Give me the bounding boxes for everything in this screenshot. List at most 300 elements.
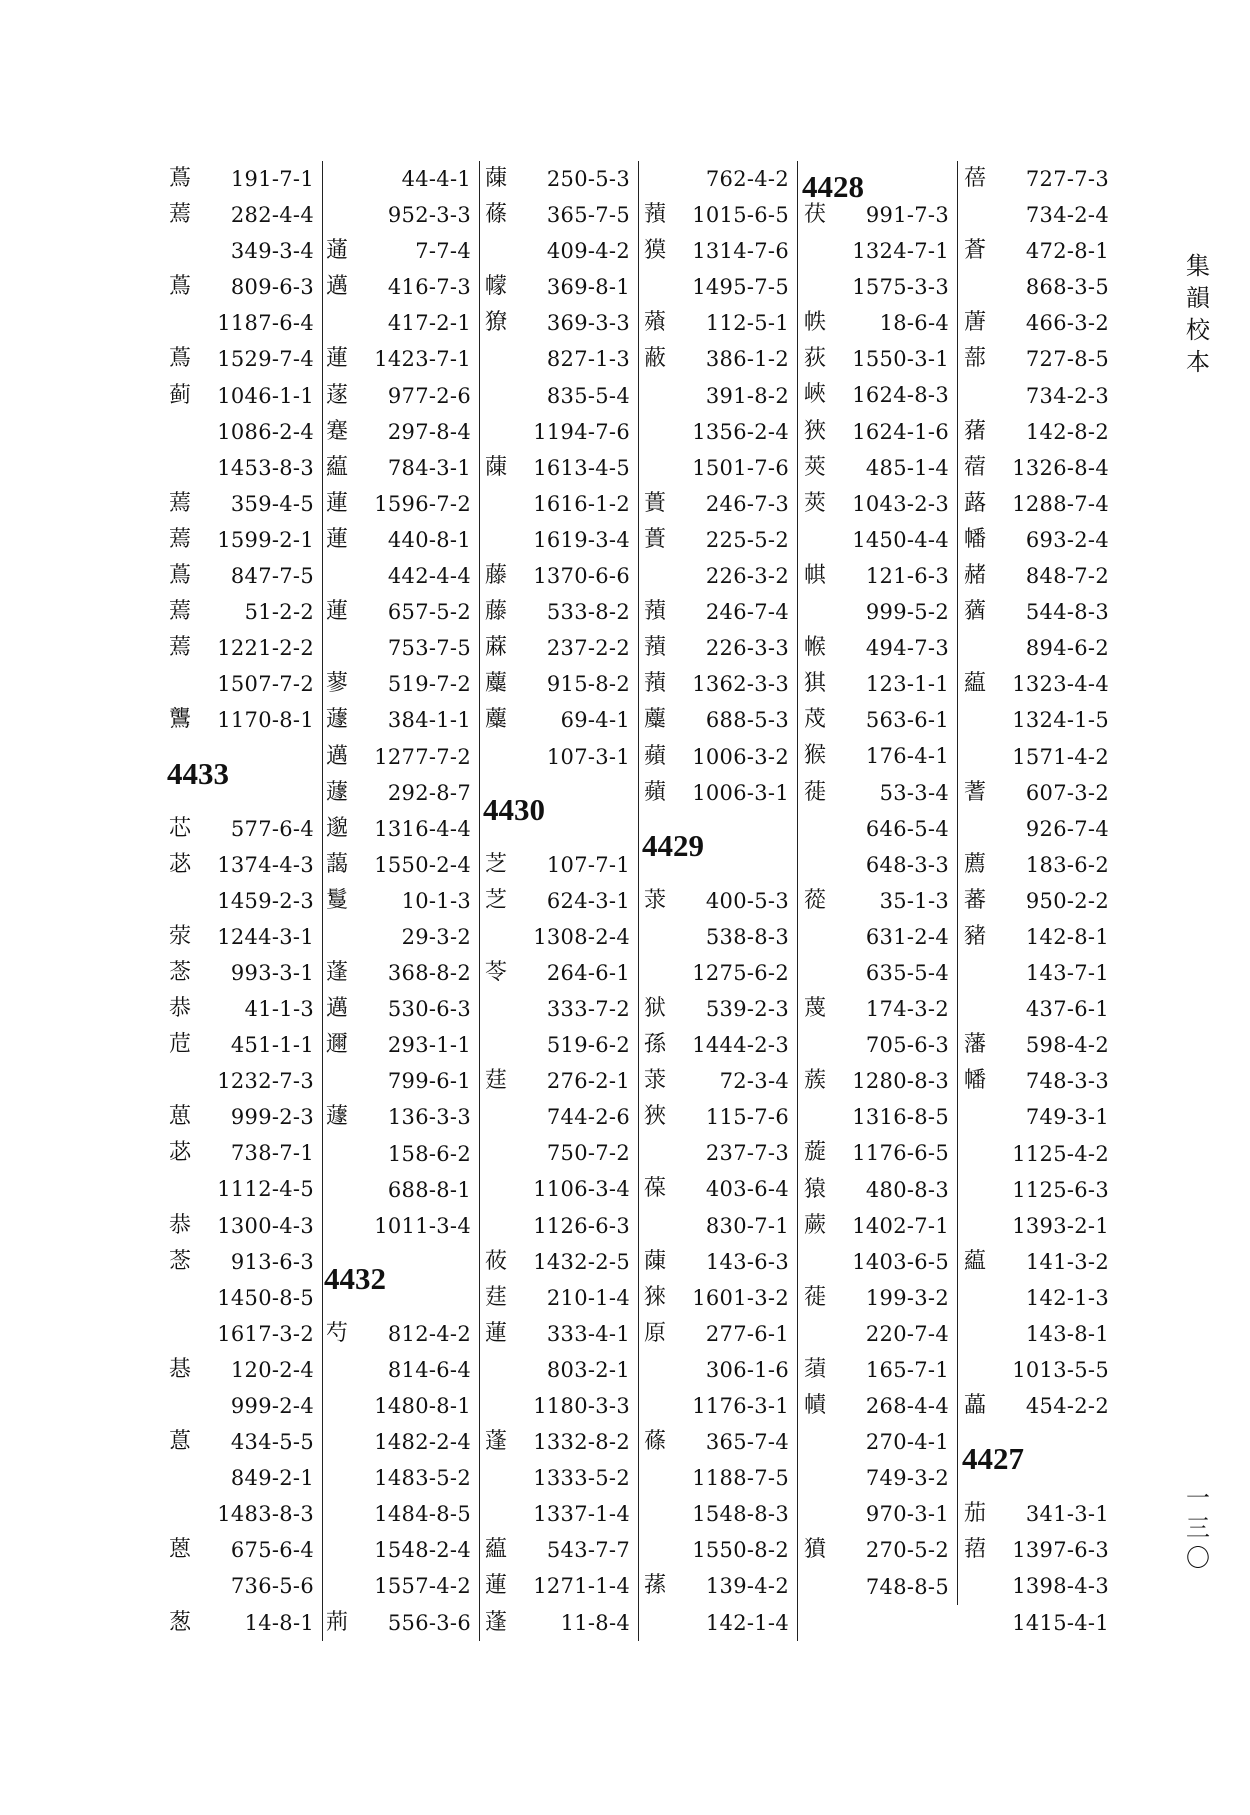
- index-entry: [800, 1027, 957, 1063]
- index-entry: [960, 1316, 1117, 1352]
- index-entry: [800, 702, 957, 738]
- entry-reference: 827-1-3: [546, 347, 630, 372]
- entry-reference: 1507-7-2: [217, 672, 314, 697]
- entry-character: 荻: [804, 346, 827, 372]
- entry-reference: 784-3-1: [387, 455, 471, 480]
- index-entry: [800, 558, 957, 594]
- entry-reference: 143-6-3: [705, 1249, 789, 1274]
- index-entry: [960, 233, 1117, 269]
- section-number: 4427: [962, 1441, 1024, 1477]
- index-entry: [481, 1388, 638, 1424]
- entry-reference: 738-7-1: [230, 1141, 314, 1166]
- index-entry: [481, 1099, 638, 1135]
- entry-character: 荗: [804, 707, 827, 733]
- index-entry: [165, 1316, 322, 1352]
- entry-reference: 1180-3-3: [533, 1394, 630, 1418]
- index-entry: [960, 1388, 1117, 1424]
- entry-reference: 753-7-5: [387, 636, 471, 661]
- entry-character: 狹: [804, 418, 827, 444]
- entry-reference: 391-8-2: [705, 383, 789, 408]
- entry-character: 蓮: [326, 490, 349, 516]
- entry-character: 蕕: [964, 599, 987, 625]
- entry-character: 蘋: [644, 743, 667, 769]
- entry-character: 豬: [964, 923, 987, 949]
- index-entry: [960, 811, 1117, 847]
- entry-character: 蓟: [169, 382, 192, 408]
- index-entry: [960, 955, 1117, 991]
- entry-reference: 1356-2-4: [692, 419, 789, 444]
- entry-character: 蓧: [644, 1429, 667, 1455]
- entry-reference: 53-3-4: [879, 780, 949, 805]
- entry-reference: 1006-3-1: [692, 780, 789, 805]
- entry-reference: 830-7-1: [705, 1213, 789, 1238]
- index-entry: [640, 233, 797, 269]
- entry-reference: 848-7-2: [1025, 564, 1109, 589]
- entry-reference: 749-3-2: [865, 1466, 949, 1491]
- entry-character: 幡: [964, 526, 987, 552]
- index-entry: [165, 1568, 322, 1604]
- entry-character: 蕷: [644, 671, 667, 697]
- entry-character: 蒽: [169, 1537, 192, 1563]
- index-entry: [165, 919, 322, 955]
- entry-character: 葱: [169, 1609, 192, 1635]
- entry-reference: 250-5-3: [546, 167, 630, 191]
- index-entry: [960, 414, 1117, 450]
- entry-character: 茄: [964, 1501, 987, 1527]
- index-entry: [960, 486, 1117, 522]
- entry-reference: 519-7-2: [387, 672, 471, 697]
- index-entry: [640, 1280, 797, 1316]
- entry-reference: 1374-4-3: [217, 852, 314, 877]
- entry-character: 孫: [644, 1032, 667, 1058]
- index-entry: [481, 161, 638, 197]
- index-entry: [960, 666, 1117, 702]
- section-number: 4433: [167, 755, 229, 791]
- entry-reference: 494-7-3: [865, 636, 949, 661]
- entry-reference: 136-3-3: [387, 1105, 471, 1130]
- entry-reference: 1450-8-5: [217, 1285, 314, 1310]
- index-entry: [165, 847, 322, 883]
- entry-reference: 72-3-4: [719, 1069, 789, 1094]
- entry-character: 荥: [169, 923, 192, 949]
- index-entry: [481, 486, 638, 522]
- entry-reference: 1484-8-5: [374, 1502, 471, 1527]
- index-entry: [481, 450, 638, 486]
- entry-reference: 142-1-4: [705, 1610, 789, 1635]
- section-number: 4430: [483, 791, 545, 827]
- entry-reference: 7-7-4: [415, 239, 471, 264]
- index-entry: [481, 1244, 638, 1280]
- index-entry: [165, 414, 322, 450]
- entry-reference: 868-3-5: [1025, 275, 1109, 300]
- section-heading: [960, 1424, 1117, 1496]
- entry-reference: 434-5-5: [230, 1430, 314, 1455]
- entry-character: 藤: [485, 563, 508, 589]
- entry-character: 蓮: [326, 599, 349, 625]
- index-entry: [481, 269, 638, 305]
- index-entry: [165, 702, 322, 738]
- index-entry: [322, 1424, 479, 1460]
- entry-character: 蔦: [169, 346, 192, 372]
- index-entry: [165, 305, 322, 341]
- entry-reference: 991-7-3: [865, 203, 949, 227]
- entry-character: 藤: [485, 599, 508, 625]
- index-entry: [322, 883, 479, 919]
- entry-reference: 1086-2-4: [217, 419, 314, 444]
- index-entry: [322, 775, 479, 811]
- index-column-5: [800, 161, 958, 1605]
- index-entry: [640, 197, 797, 233]
- index-column-4: [640, 161, 798, 1641]
- entry-character: 蓮: [485, 1573, 508, 1599]
- entry-reference: 18-6-4: [879, 311, 949, 336]
- entry-reference: 142-1-3: [1025, 1285, 1109, 1310]
- index-entry: [960, 269, 1117, 305]
- entry-reference: 1187-6-4: [217, 311, 314, 336]
- entry-character: 莛: [485, 1068, 508, 1094]
- entry-reference: 1362-3-3: [692, 672, 789, 697]
- entry-reference: 1398-4-3: [1012, 1574, 1109, 1599]
- entry-reference: 292-8-7: [387, 780, 471, 805]
- entry-reference: 1601-3-2: [692, 1285, 789, 1310]
- entry-reference: 970-3-1: [865, 1502, 949, 1527]
- entry-reference: 51-2-2: [244, 600, 314, 625]
- index-entry: [640, 341, 797, 377]
- entry-character: 葸: [169, 1104, 192, 1130]
- index-entry: [322, 522, 479, 558]
- entry-reference: 1480-8-1: [374, 1394, 471, 1418]
- index-entry: [960, 594, 1117, 630]
- index-entry: [165, 378, 322, 414]
- entry-character: 蘧: [326, 1104, 349, 1130]
- index-entry: [640, 919, 797, 955]
- index-entry: [640, 702, 797, 738]
- index-entry: [322, 594, 479, 630]
- entry-character: 猿: [804, 1176, 827, 1202]
- entry-reference: 306-1-6: [705, 1357, 789, 1382]
- entry-character: 蔀: [964, 346, 987, 372]
- entry-reference: 1308-2-4: [533, 924, 630, 949]
- index-entry: [165, 630, 322, 666]
- entry-reference: 225-5-2: [705, 527, 789, 552]
- entry-character: 惎: [169, 1356, 192, 1382]
- entry-reference: 993-3-1: [230, 960, 314, 985]
- entry-reference: 1006-3-2: [692, 744, 789, 769]
- index-entry: [800, 1569, 957, 1605]
- index-entry: [481, 1316, 638, 1352]
- index-entry: [481, 991, 638, 1027]
- entry-reference: 809-6-3: [230, 275, 314, 300]
- entry-character: 帙: [804, 310, 827, 336]
- entry-reference: 341-3-1: [1025, 1502, 1109, 1527]
- index-entry: [800, 1532, 957, 1568]
- index-entry: [165, 558, 322, 594]
- entry-character: 蓮: [485, 1320, 508, 1346]
- entry-reference: 1275-6-2: [692, 960, 789, 985]
- index-entry: [960, 630, 1117, 666]
- entry-reference: 264-6-1: [546, 960, 630, 985]
- index-entry: [640, 1605, 797, 1641]
- index-entry: [800, 1244, 957, 1280]
- index-entry: [800, 1460, 957, 1496]
- entry-reference: 368-8-2: [387, 961, 471, 986]
- index-entry: [640, 594, 797, 630]
- index-entry: [165, 1424, 322, 1460]
- entry-character: 蓓: [964, 166, 987, 191]
- index-entry: [481, 1568, 638, 1604]
- entry-character: 鸗: [169, 707, 192, 733]
- index-entry: [322, 1063, 479, 1099]
- entry-reference: 472-8-1: [1025, 239, 1109, 264]
- index-entry: [640, 991, 797, 1027]
- entry-reference: 598-4-2: [1025, 1033, 1109, 1058]
- entry-character: 蕗: [964, 490, 987, 516]
- entry-reference: 1288-7-4: [1012, 491, 1109, 516]
- index-entry: [800, 233, 957, 269]
- entry-reference: 812-4-2: [387, 1321, 471, 1346]
- index-entry: [322, 955, 479, 991]
- index-entry: [322, 1027, 479, 1063]
- index-entry: [800, 1316, 957, 1352]
- entry-reference: 814-6-4: [387, 1357, 471, 1382]
- entry-character: 峽: [804, 382, 827, 408]
- entry-character: 莢: [804, 454, 827, 480]
- index-entry: [640, 775, 797, 811]
- entry-reference: 556-3-6: [387, 1610, 471, 1635]
- entry-character: 蔴: [485, 635, 508, 661]
- entry-reference: 183-6-2: [1025, 852, 1109, 877]
- index-entry: [800, 197, 957, 233]
- index-entry: [800, 522, 957, 558]
- entry-character: 蓎: [964, 310, 987, 336]
- index-entry: [640, 1568, 797, 1604]
- entry-character: 蓪: [326, 238, 349, 264]
- index-entry: [322, 414, 479, 450]
- entry-reference: 1550-3-1: [852, 347, 949, 372]
- entry-reference: 762-4-2: [705, 167, 789, 191]
- entry-reference: 1415-4-1: [1012, 1610, 1109, 1635]
- entry-character: 藴: [485, 1537, 508, 1563]
- index-entry: [165, 341, 322, 377]
- entry-reference: 646-5-4: [865, 816, 949, 841]
- entry-reference: 11-8-4: [560, 1610, 630, 1635]
- entry-reference: 158-6-2: [387, 1141, 471, 1166]
- index-entry: [322, 666, 479, 702]
- index-entry: [800, 1172, 957, 1208]
- entry-reference: 1126-6-3: [533, 1213, 630, 1238]
- entry-reference: 276-2-1: [546, 1069, 630, 1094]
- index-entry: [960, 1063, 1117, 1099]
- entry-reference: 121-6-3: [865, 563, 949, 588]
- entry-reference: 688-5-3: [705, 708, 789, 733]
- entry-reference: 1423-7-1: [374, 347, 471, 372]
- entry-reference: 1483-5-2: [374, 1466, 471, 1491]
- index-entry: [481, 1171, 638, 1207]
- index-entry: [800, 1352, 957, 1388]
- index-entry: [960, 1532, 1117, 1568]
- index-entry: [481, 702, 638, 738]
- index-entry: [322, 1568, 479, 1604]
- index-entry: [481, 1352, 638, 1388]
- entry-reference: 191-7-1: [230, 167, 314, 191]
- entry-reference: 519-6-2: [546, 1033, 630, 1058]
- entry-reference: 675-6-4: [230, 1538, 314, 1563]
- entry-reference: 454-2-2: [1025, 1394, 1109, 1419]
- entry-character: 蓼: [326, 671, 349, 697]
- entry-reference: 417-2-1: [387, 311, 471, 336]
- entry-reference: 926-7-4: [1025, 816, 1109, 841]
- index-entry: [322, 450, 479, 486]
- entry-reference: 734-2-4: [1025, 203, 1109, 228]
- index-entry: [165, 1280, 322, 1316]
- entry-reference: 1112-4-5: [217, 1177, 314, 1202]
- entry-reference: 384-1-1: [387, 708, 471, 733]
- index-entry: [800, 1099, 957, 1135]
- section-heading: [165, 739, 322, 811]
- entry-character: 苾: [169, 1140, 192, 1166]
- entry-reference: 120-2-4: [230, 1357, 314, 1382]
- entry-reference: 237-7-3: [705, 1141, 789, 1166]
- index-entry: [640, 305, 797, 341]
- index-entry: [481, 1027, 638, 1063]
- index-entry: [960, 1496, 1117, 1532]
- entry-character: 藟: [964, 1393, 987, 1419]
- entry-reference: 44-4-1: [401, 167, 471, 191]
- index-entry: [322, 1099, 479, 1135]
- entry-character: 蔟: [804, 1068, 827, 1094]
- entry-character: 薦: [964, 851, 987, 877]
- section-number: 4428: [802, 169, 864, 204]
- entry-character: 狹: [644, 1104, 667, 1130]
- index-entry: [960, 1099, 1117, 1135]
- index-column-3: [481, 161, 639, 1641]
- entry-reference: 1176-3-1: [692, 1394, 789, 1418]
- entry-reference: 950-2-2: [1025, 888, 1109, 913]
- entry-reference: 386-1-2: [705, 347, 789, 372]
- entry-reference: 10-1-3: [401, 888, 471, 913]
- index-column-2: [322, 161, 480, 1641]
- entry-reference: 1444-2-3: [692, 1033, 789, 1058]
- entry-reference: 277-6-1: [705, 1321, 789, 1346]
- index-entry: [322, 702, 479, 738]
- index-entry: [322, 1352, 479, 1388]
- entry-reference: 1333-5-2: [533, 1466, 630, 1491]
- entry-character: 蔫: [169, 526, 192, 552]
- entry-reference: 1011-3-4: [374, 1213, 471, 1238]
- entry-character: 蘋: [644, 779, 667, 805]
- index-entry: [165, 197, 322, 233]
- entry-reference: 226-3-3: [705, 636, 789, 661]
- entry-reference: 400-5-3: [705, 888, 789, 913]
- index-entry: [481, 1532, 638, 1568]
- entry-character: 蔯: [485, 166, 508, 191]
- entry-reference: 736-5-6: [230, 1574, 314, 1599]
- index-entry: [800, 811, 957, 847]
- entry-reference: 143-8-1: [1025, 1322, 1109, 1346]
- entry-reference: 365-7-4: [705, 1430, 789, 1455]
- index-entry: [322, 1460, 479, 1496]
- entry-reference: 631-2-4: [865, 924, 949, 949]
- section-heading: [800, 161, 957, 204]
- entry-character: 帺: [804, 562, 827, 588]
- index-entry: [800, 377, 957, 413]
- index-entry: [481, 594, 638, 630]
- index-entry: [322, 991, 479, 1027]
- index-entry: [481, 558, 638, 594]
- entry-reference: 999-5-2: [865, 600, 949, 625]
- entry-character: 蓬: [485, 1429, 508, 1455]
- entry-reference: 416-7-3: [387, 275, 471, 300]
- entry-character: 恭: [169, 1212, 192, 1238]
- index-entry: [800, 847, 957, 883]
- entry-reference: 705-6-3: [865, 1033, 949, 1058]
- entry-character: 蕨: [804, 1212, 827, 1238]
- index-entry: [800, 1280, 957, 1316]
- entry-character: 蹇: [326, 418, 349, 444]
- entry-reference: 142-8-1: [1025, 924, 1109, 949]
- index-entry: [800, 305, 957, 341]
- index-entry: [640, 1099, 797, 1135]
- entry-character: 邇: [326, 1032, 349, 1058]
- entry-reference: 220-7-4: [865, 1321, 949, 1346]
- entry-character: 蔦: [169, 166, 192, 191]
- index-entry: [165, 811, 322, 847]
- index-entry: [960, 775, 1117, 811]
- index-entry: [165, 594, 322, 630]
- entry-reference: 1483-8-3: [217, 1502, 314, 1527]
- entry-character: 蔫: [169, 599, 192, 625]
- entry-reference: 440-8-1: [387, 527, 471, 552]
- entry-character: 蘧: [326, 707, 349, 733]
- index-entry: [322, 1532, 479, 1568]
- entry-reference: 977-2-6: [387, 383, 471, 408]
- entry-character: 蓯: [804, 887, 827, 913]
- entry-reference: 35-1-3: [879, 888, 949, 913]
- entry-reference: 1550-2-4: [374, 852, 471, 877]
- index-entry: [322, 305, 479, 341]
- entry-reference: 297-8-4: [387, 419, 471, 444]
- index-entry: [640, 522, 797, 558]
- index-entry: [640, 1171, 797, 1207]
- entry-character: 莍: [644, 887, 667, 913]
- entry-character: 邁: [326, 274, 349, 300]
- entry-character: 蕏: [964, 418, 987, 444]
- entry-reference: 1575-3-3: [852, 275, 949, 300]
- index-entry: [165, 991, 322, 1027]
- index-column-1: [165, 161, 323, 1641]
- entry-reference: 688-8-1: [387, 1177, 471, 1202]
- entry-reference: 1624-1-6: [852, 419, 949, 444]
- entry-reference: 749-3-1: [1025, 1105, 1109, 1130]
- entry-reference: 533-8-2: [546, 600, 630, 625]
- entry-character: 藴: [326, 454, 349, 480]
- entry-reference: 1616-1-2: [533, 491, 630, 516]
- index-entry: [960, 919, 1117, 955]
- entry-character: 蓰: [804, 779, 827, 805]
- index-entry: [640, 1352, 797, 1388]
- entry-reference: 648-3-3: [865, 852, 949, 877]
- entry-reference: 1571-4-2: [1012, 744, 1109, 769]
- index-entry: [960, 1208, 1117, 1244]
- entry-character: 蔽: [644, 346, 667, 372]
- entry-reference: 1402-7-1: [852, 1213, 949, 1238]
- entry-reference: 69-4-1: [560, 708, 630, 733]
- index-entry: [322, 1208, 479, 1244]
- entry-reference: 1323-4-4: [1012, 672, 1109, 697]
- index-entry: [165, 450, 322, 486]
- index-entry: [960, 1568, 1117, 1604]
- entry-character: 蔙: [804, 1140, 827, 1166]
